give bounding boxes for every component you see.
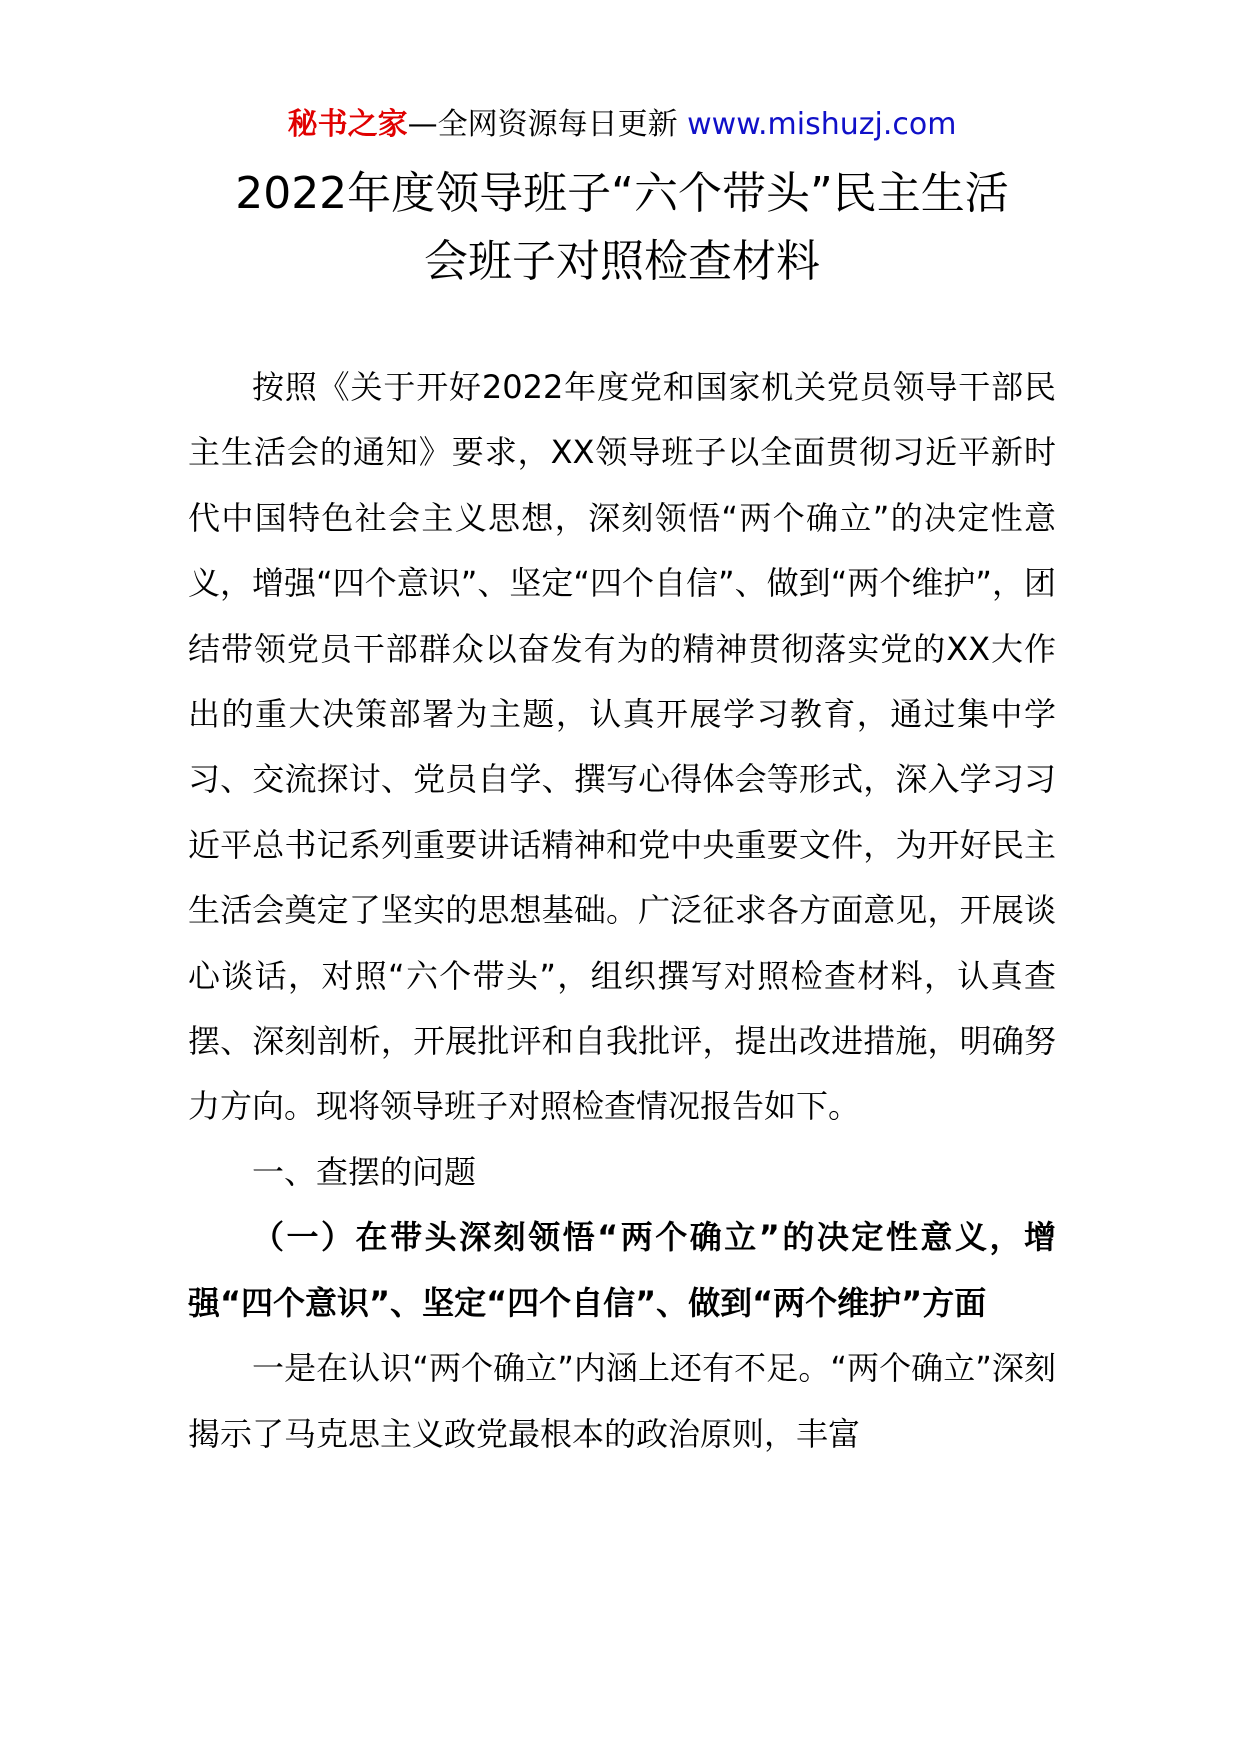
intro-paragraph: 按照《关于开好2022年度党和国家机关党员领导干部民主生活会的通知》要求，XX领导班子以全面贯彻习近平新时代中国特色社会主义思想，深刻领悟“两个确立”的决定性意义，增强“四个意识”、坚定“四个自信”、做到“两个维护”，团结带领党员干部群众以奋发有为的精神贯彻落实党的XX大作出的重大决策部署为主题，认真开展学习教育，通过集中学习、交流探讨、党员自学、撰写心得体会等形式，深入学习习近平总书记系列重要讲话精神和党中央重要文件，为开好民主生活会奠定了坚实的思想基础。广泛征求各方面意见，开展谈心谈话，对照“六个带头”，组织撰写对照检查材料，认真查摆、深刻剖析，开展批评和自我批评，提出改进措施，明确努力方向。现将领导班子对照检查情况报告如下。: [188, 368, 1056, 1126]
section-heading-1: 一、查摆的问题: [252, 1152, 477, 1191]
site-url-link[interactable]: www.mishuzj.com: [687, 107, 957, 142]
document-title: [188, 160, 1056, 296]
subsection-heading-1: （一）在带头深刻领悟“两个确立”的决定性意义，增强“四个意识”、坚定“四个自信”、做到“两个维护”方面: [188, 1218, 1056, 1322]
document-page: [188, 0, 1056, 1754]
document-body: [188, 355, 1056, 1467]
brand-name: 秘书之家: [287, 107, 408, 142]
document-title-line-1: 2022年度领导班子“六个带头”民主生活: [235, 168, 1009, 219]
site-header: [188, 103, 1056, 147]
document-title-line-2: 会班子对照检查材料: [424, 236, 820, 287]
header-tagline: —全网资源每日更新: [407, 107, 678, 142]
point-paragraph-1: 一是在认识“两个确立”内涵上还有不足。“两个确立”深刻揭示了马克思主义政党最根本的政治原则，丰富: [188, 1349, 1056, 1453]
